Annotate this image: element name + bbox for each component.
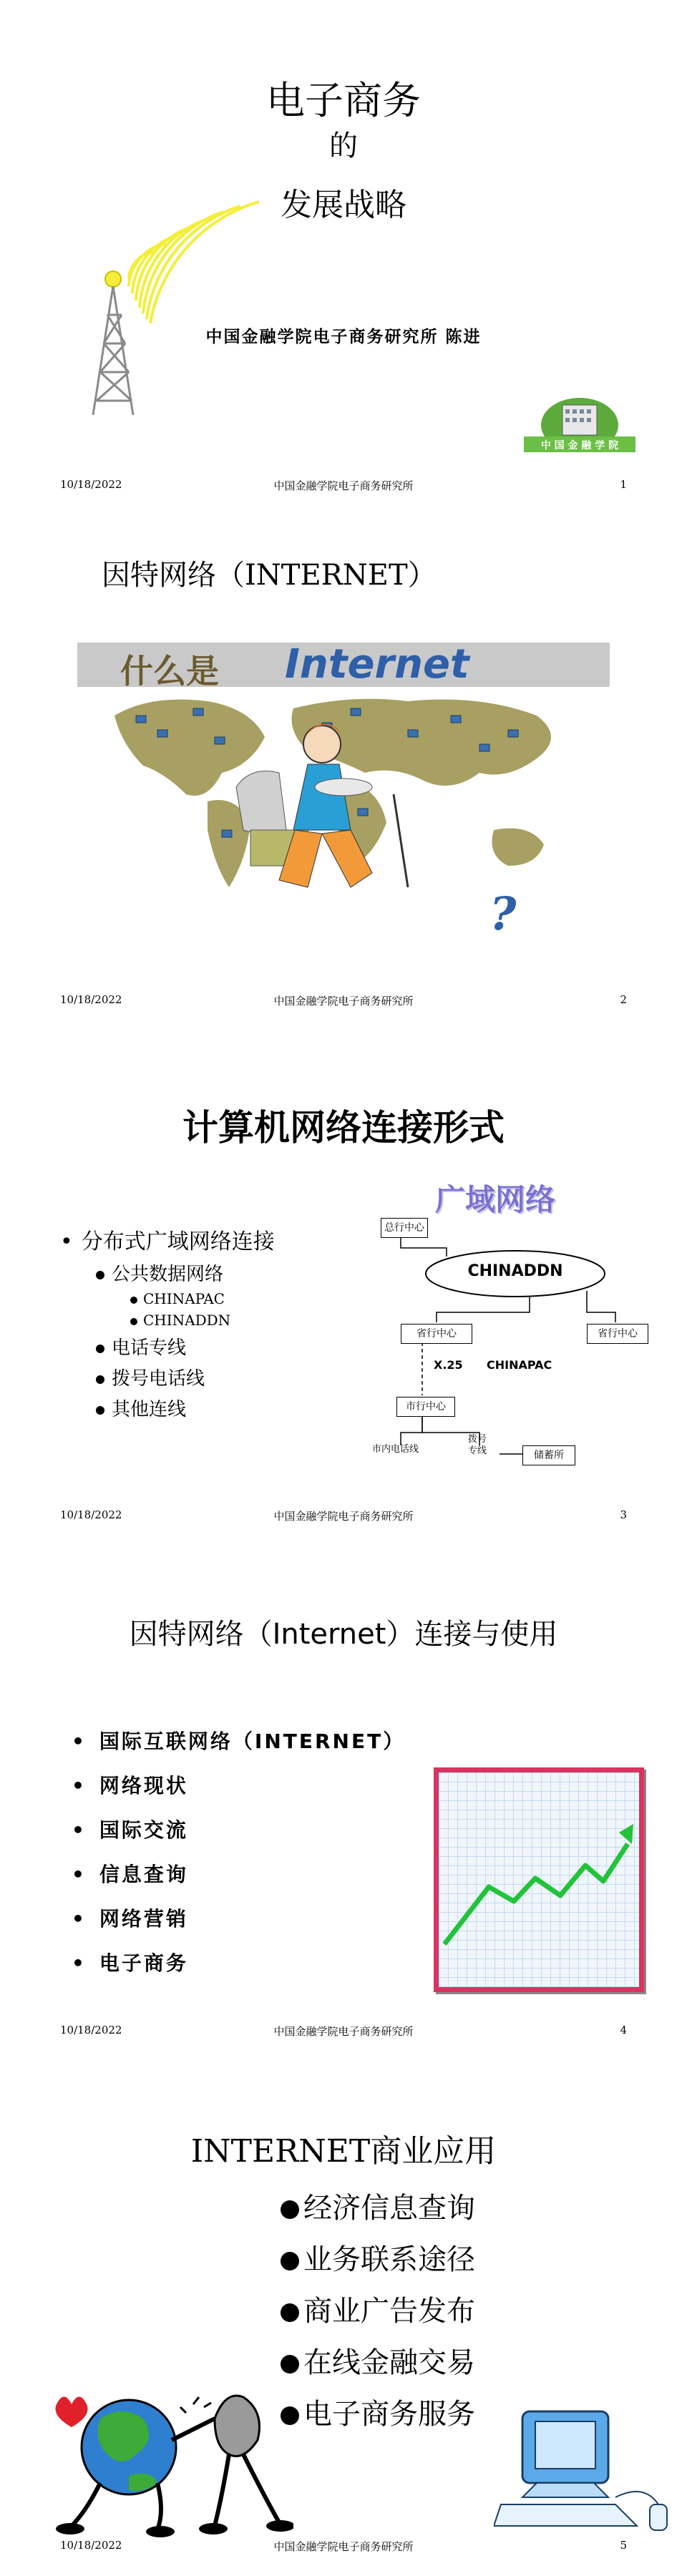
- slide-subtitle: 的: [329, 130, 358, 162]
- province-node: 省行中心: [587, 1324, 648, 1344]
- page-number: 1: [620, 478, 627, 491]
- footer-date: 10/18/2022: [60, 2539, 122, 2552]
- dial-line-label: 拨号专线: [468, 1434, 487, 1456]
- footer-date: 10/18/2022: [60, 2024, 122, 2036]
- footer-date: 10/18/2022: [60, 478, 122, 491]
- list-item: 其他连线: [96, 1395, 275, 1421]
- list-item: • 信息查询: [72, 1863, 188, 1886]
- list-item: 电话专线: [96, 1333, 275, 1360]
- phone-line-label: 市内电话线: [372, 1444, 419, 1455]
- question-mark: ?: [489, 887, 517, 941]
- diagram-title: 广域网络: [435, 1182, 556, 1217]
- bullet-list: [72, 1726, 405, 1992]
- list-item: • 分布式广域网络连接: [60, 1229, 275, 1254]
- institute-logo: [520, 392, 640, 455]
- footer-date: 10/18/2022: [60, 993, 122, 1006]
- growth-chart-icon: [434, 1767, 644, 1992]
- slide-title: 因特网络（Internet）连接与使用: [129, 1618, 558, 1651]
- internet-banner: 什么是 Internet: [77, 643, 610, 687]
- slide-4: [0, 1546, 687, 2061]
- list-item: 在线金融交易: [281, 2340, 475, 2391]
- slide-2: [0, 515, 687, 1030]
- slide-title: 计算机网络连接形式: [182, 1107, 505, 1148]
- footer-date: 10/18/2022: [60, 1508, 122, 1521]
- author-line: 中国金融学院电子商务研究所 陈进: [205, 328, 482, 346]
- list-item: • 网络现状: [72, 1774, 188, 1797]
- slide-title: 电子商务: [266, 78, 421, 123]
- footer-org: 中国金融学院电子商务研究所: [273, 995, 414, 1008]
- chinapac-label: CHINAPAC: [487, 1358, 552, 1372]
- footer-org: 中国金融学院电子商务研究所: [273, 2540, 414, 2553]
- list-item: • 国际交流: [72, 1818, 188, 1842]
- logo-text: 中 国 金 融 学 院: [540, 440, 619, 452]
- x25-label: X.25: [434, 1358, 463, 1372]
- network-diagram: [372, 1174, 644, 1474]
- list-item: 经济信息查询: [281, 2185, 475, 2237]
- branch-node: 储蓄所: [522, 1445, 575, 1465]
- page-number: 5: [620, 2539, 627, 2552]
- list-item: • 电子商务: [72, 1951, 188, 1975]
- page-number: 4: [620, 2024, 627, 2036]
- page-number: 2: [620, 993, 627, 1006]
- globe-cartoon-illustration: [50, 2376, 293, 2540]
- slide-3: [0, 1030, 687, 1546]
- list-item: 拨号电话线: [96, 1364, 275, 1390]
- city-node: 市行中心: [396, 1397, 455, 1417]
- computer-icon: [494, 2397, 673, 2540]
- province-node: 省行中心: [401, 1324, 472, 1344]
- slide-title: 因特网络（INTERNET）: [102, 559, 437, 592]
- head-office-node: 总行中心: [381, 1218, 428, 1238]
- list-item: 公共数据网络: [96, 1259, 275, 1286]
- list-item: 电子商务服务: [281, 2391, 475, 2443]
- list-item: 业务联系途径: [281, 2237, 475, 2288]
- list-item: • 网络营销: [72, 1907, 188, 1931]
- footer-org: 中国金融学院电子商务研究所: [273, 2025, 414, 2038]
- radio-tower-icon: [72, 200, 372, 436]
- bullet-list: [60, 1224, 275, 1421]
- bullet-list: [281, 2185, 475, 2443]
- list-item: CHINADDN: [130, 1312, 275, 1329]
- list-item: 商业广告发布: [281, 2288, 475, 2340]
- slide-subtitle: 发展战略: [281, 187, 406, 223]
- slide-title: INTERNET商业应用: [190, 2133, 497, 2170]
- list-item: • 国际互联网络（INTERNET）: [72, 1729, 406, 1753]
- chinaddn-node: CHINADDN: [467, 1262, 563, 1280]
- footer-org: 中国金融学院电子商务研究所: [273, 479, 414, 492]
- footer-org: 中国金融学院电子商务研究所: [273, 1510, 414, 1523]
- page-number: 3: [620, 1508, 627, 1521]
- list-item: CHINAPAC: [130, 1290, 275, 1307]
- slide-5: [0, 2061, 687, 2576]
- slide-1: [0, 0, 687, 515]
- world-map-illustration: [107, 687, 594, 902]
